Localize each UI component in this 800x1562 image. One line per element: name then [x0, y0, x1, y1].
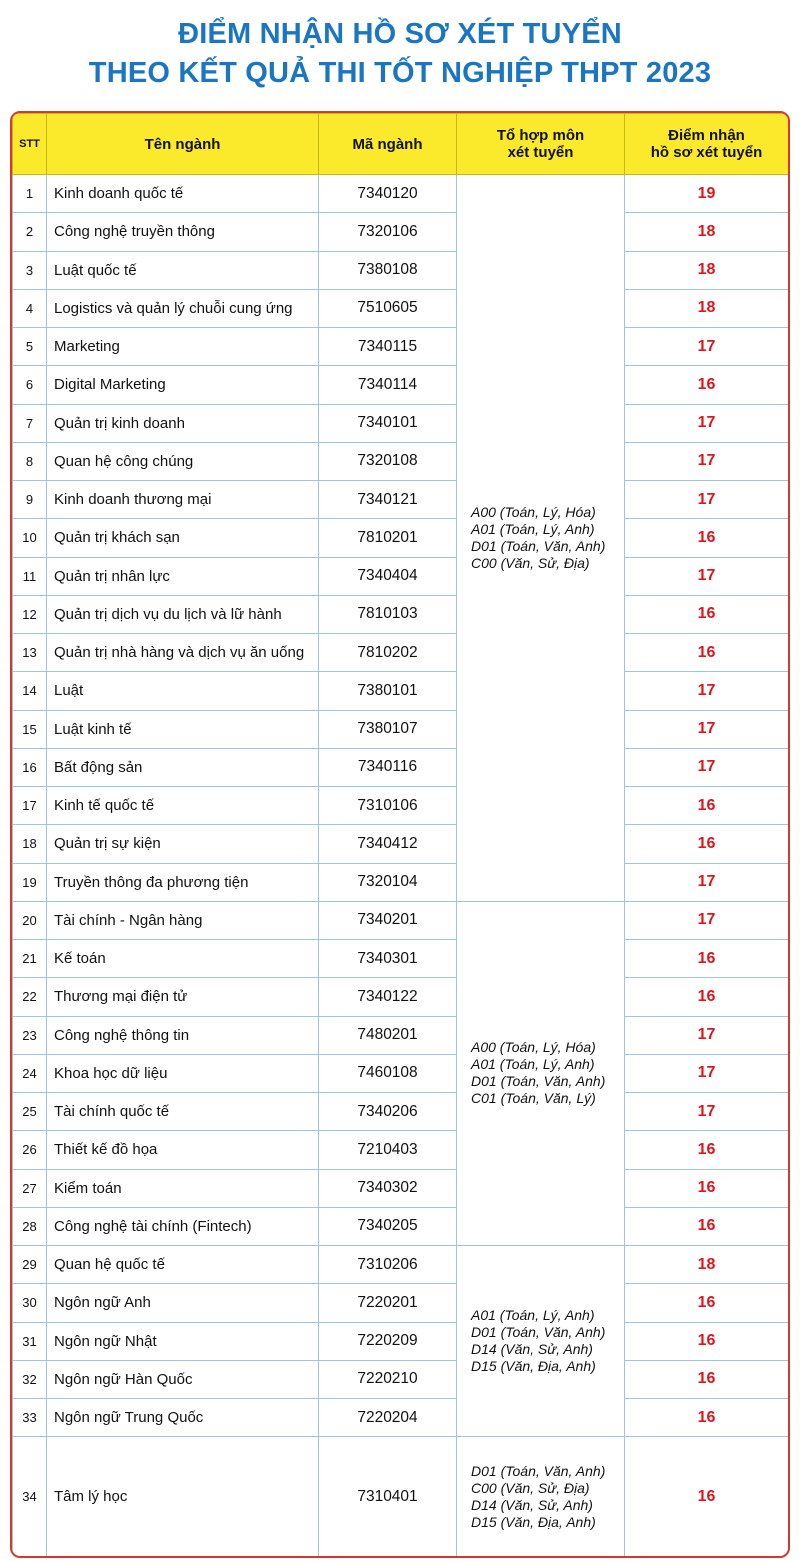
row-admission-score: 16 [625, 978, 789, 1016]
row-major-name: Công nghệ thông tin [47, 1016, 319, 1054]
row-stt: 10 [13, 519, 47, 557]
row-major-code: 7340201 [319, 901, 457, 939]
table-row [13, 442, 789, 480]
row-stt: 26 [13, 1131, 47, 1169]
table-row [13, 328, 789, 366]
row-stt: 12 [13, 595, 47, 633]
row-admission-score: 16 [625, 1131, 789, 1169]
table-body [13, 175, 789, 1557]
column-header-score-line: Điểm nhận [668, 127, 745, 144]
row-stt: 24 [13, 1054, 47, 1092]
row-major-name: Marketing [47, 328, 319, 366]
table-row [13, 1169, 789, 1207]
subject-combination: A01 (Toán, Lý, Anh) [471, 520, 595, 537]
row-major-code: 7320104 [319, 863, 457, 901]
subject-combination: D14 (Văn, Sử, Anh) [471, 1341, 593, 1358]
subject-combination: D15 (Văn, Địa, Anh) [471, 1358, 596, 1375]
table-row [13, 1207, 789, 1245]
table-row [13, 519, 789, 557]
row-stt: 30 [13, 1284, 47, 1322]
row-major-name: Thiết kế đồ họa [47, 1131, 319, 1169]
row-stt: 4 [13, 289, 47, 327]
row-stt: 1 [13, 175, 47, 213]
row-admission-score: 17 [625, 1054, 789, 1092]
subject-combination-cell [457, 175, 625, 902]
row-stt: 5 [13, 328, 47, 366]
row-admission-score: 18 [625, 251, 789, 289]
table-row [13, 901, 789, 939]
row-major-name: Ngôn ngữ Anh [47, 1284, 319, 1322]
subject-combination: D01 (Toán, Văn, Anh) [471, 537, 606, 554]
row-major-name: Công nghệ truyền thông [47, 213, 319, 251]
table-row [13, 289, 789, 327]
subject-combination: C01 (Toán, Văn, Lý) [471, 1090, 596, 1107]
row-major-code: 7340206 [319, 1093, 457, 1131]
subject-combination: A01 (Toán, Lý, Anh) [471, 1307, 595, 1324]
column-header-combo [457, 114, 625, 175]
row-major-name: Ngôn ngữ Nhật [47, 1322, 319, 1360]
row-major-name: Quản trị nhà hàng và dịch vụ ăn uống [47, 634, 319, 672]
page-title-line-2: THEO KẾT QUẢ THI TỐT NGHIỆP THPT 2023 [88, 57, 712, 89]
table-row [13, 825, 789, 863]
column-header-score-line: hồ sơ xét tuyển [650, 144, 763, 161]
row-major-code: 7220210 [319, 1360, 457, 1398]
row-stt: 15 [13, 710, 47, 748]
score-table [12, 113, 789, 1557]
table-row [13, 672, 789, 710]
table-row [13, 710, 789, 748]
row-admission-score: 16 [625, 366, 789, 404]
row-major-code: 7310401 [319, 1437, 457, 1557]
table-row [13, 1131, 789, 1169]
row-major-code: 7340101 [319, 404, 457, 442]
row-stt: 8 [13, 442, 47, 480]
row-major-name: Công nghệ tài chính (Fintech) [47, 1207, 319, 1245]
row-major-code: 7340302 [319, 1169, 457, 1207]
subject-combination: A01 (Toán, Lý, Anh) [471, 1056, 595, 1073]
row-major-code: 7310106 [319, 787, 457, 825]
row-admission-score: 17 [625, 404, 789, 442]
row-admission-score: 16 [625, 1169, 789, 1207]
row-major-name: Luật kinh tế [47, 710, 319, 748]
row-major-code: 7380107 [319, 710, 457, 748]
row-admission-score: 17 [625, 481, 789, 519]
page-title-line-1: ĐIỂM NHẬN HỒ SƠ XÉT TUYỂN [178, 18, 622, 50]
row-major-code: 7340115 [319, 328, 457, 366]
column-header-combo-line: xét tuyển [507, 144, 574, 161]
row-admission-score: 16 [625, 519, 789, 557]
row-major-name: Bất động sản [47, 748, 319, 786]
table-row [13, 595, 789, 633]
score-table-frame [10, 111, 790, 1558]
row-admission-score: 16 [625, 595, 789, 633]
row-admission-score: 17 [625, 557, 789, 595]
table-header-row [13, 114, 789, 175]
subject-combination-cell [457, 1437, 625, 1557]
row-major-code: 7340121 [319, 481, 457, 519]
subject-combination: A00 (Toán, Lý, Hóa) [471, 503, 596, 520]
table-row [13, 1016, 789, 1054]
table-row [13, 940, 789, 978]
subject-combination: D15 (Văn, Địa, Anh) [471, 1513, 596, 1530]
row-major-name: Tâm lý học [47, 1437, 319, 1557]
row-major-name: Khoa học dữ liệu [47, 1054, 319, 1092]
row-major-name: Quản trị kinh doanh [47, 404, 319, 442]
row-admission-score: 16 [625, 940, 789, 978]
column-header-stt: STT [13, 114, 47, 175]
row-major-name: Quan hệ quốc tế [47, 1246, 319, 1284]
row-major-name: Luật quốc tế [47, 251, 319, 289]
row-admission-score: 18 [625, 1246, 789, 1284]
table-row [13, 1246, 789, 1284]
row-major-code: 7460108 [319, 1054, 457, 1092]
row-stt: 22 [13, 978, 47, 1016]
row-major-name: Truyền thông đa phương tiện [47, 863, 319, 901]
row-admission-score: 17 [625, 328, 789, 366]
row-major-code: 7220204 [319, 1399, 457, 1437]
row-major-code: 7340404 [319, 557, 457, 595]
column-header-score [625, 114, 789, 175]
table-row [13, 1437, 789, 1557]
row-admission-score: 16 [625, 1437, 789, 1557]
row-major-code: 7810201 [319, 519, 457, 557]
row-admission-score: 16 [625, 1322, 789, 1360]
table-row [13, 251, 789, 289]
row-major-code: 7810202 [319, 634, 457, 672]
row-admission-score: 16 [625, 1399, 789, 1437]
row-major-name: Digital Marketing [47, 366, 319, 404]
row-stt: 16 [13, 748, 47, 786]
table-row [13, 366, 789, 404]
row-major-code: 7340412 [319, 825, 457, 863]
row-major-name: Luật [47, 672, 319, 710]
row-major-code: 7310206 [319, 1246, 457, 1284]
row-stt: 14 [13, 672, 47, 710]
row-major-code: 7220209 [319, 1322, 457, 1360]
row-stt: 33 [13, 1399, 47, 1437]
subject-combination: C00 (Văn, Sử, Địa) [471, 554, 590, 571]
row-stt: 28 [13, 1207, 47, 1245]
column-header-code: Mã ngành [319, 114, 457, 175]
row-admission-score: 19 [625, 175, 789, 213]
row-major-name: Quan hệ công chúng [47, 442, 319, 480]
row-stt: 17 [13, 787, 47, 825]
table-row [13, 634, 789, 672]
table-row [13, 863, 789, 901]
table-row [13, 1093, 789, 1131]
row-major-code: 7340116 [319, 748, 457, 786]
row-admission-score: 17 [625, 442, 789, 480]
row-major-name: Quản trị nhân lực [47, 557, 319, 595]
row-major-code: 7380108 [319, 251, 457, 289]
column-header-combo-line: Tổ hợp môn [496, 127, 585, 144]
table-row [13, 1360, 789, 1398]
row-admission-score: 16 [625, 825, 789, 863]
row-admission-score: 17 [625, 863, 789, 901]
row-major-code: 7320108 [319, 442, 457, 480]
row-stt: 9 [13, 481, 47, 519]
row-admission-score: 17 [625, 710, 789, 748]
row-admission-score: 16 [625, 634, 789, 672]
row-stt: 3 [13, 251, 47, 289]
subject-combination-cell [457, 1246, 625, 1437]
subject-combination: D01 (Toán, Văn, Anh) [471, 1462, 606, 1479]
row-major-name: Quản trị khách sạn [47, 519, 319, 557]
row-major-name: Logistics và quản lý chuỗi cung ứng [47, 289, 319, 327]
row-major-name: Tài chính quốc tế [47, 1093, 319, 1131]
subject-combination: D01 (Toán, Văn, Anh) [471, 1073, 606, 1090]
row-admission-score: 16 [625, 1284, 789, 1322]
row-stt: 23 [13, 1016, 47, 1054]
table-row [13, 1054, 789, 1092]
row-admission-score: 16 [625, 1207, 789, 1245]
row-stt: 27 [13, 1169, 47, 1207]
row-major-name: Tài chính - Ngân hàng [47, 901, 319, 939]
row-stt: 18 [13, 825, 47, 863]
row-major-name: Kinh doanh quốc tế [47, 175, 319, 213]
row-major-code: 7210403 [319, 1131, 457, 1169]
row-admission-score: 18 [625, 289, 789, 327]
subject-combination-cell [457, 901, 625, 1245]
row-major-name: Quản trị sự kiện [47, 825, 319, 863]
row-major-code: 7480201 [319, 1016, 457, 1054]
table-row [13, 404, 789, 442]
row-major-name: Kế toán [47, 940, 319, 978]
row-major-code: 7340114 [319, 366, 457, 404]
row-stt: 19 [13, 863, 47, 901]
row-major-name: Ngôn ngữ Trung Quốc [47, 1399, 319, 1437]
table-row [13, 1284, 789, 1322]
row-major-name: Thương mại điện tử [47, 978, 319, 1016]
row-stt: 13 [13, 634, 47, 672]
row-stt: 32 [13, 1360, 47, 1398]
table-row [13, 1322, 789, 1360]
row-stt: 25 [13, 1093, 47, 1131]
table-row [13, 978, 789, 1016]
row-stt: 29 [13, 1246, 47, 1284]
row-major-code: 7340120 [319, 175, 457, 213]
row-major-code: 7810103 [319, 595, 457, 633]
column-header-name: Tên ngành [47, 114, 319, 175]
subject-combination: A00 (Toán, Lý, Hóa) [471, 1039, 596, 1056]
row-major-code: 7320106 [319, 213, 457, 251]
row-major-code: 7220201 [319, 1284, 457, 1322]
subject-combination: D01 (Toán, Văn, Anh) [471, 1324, 606, 1341]
table-row [13, 213, 789, 251]
row-major-name: Kinh tế quốc tế [47, 787, 319, 825]
row-major-name: Kiểm toán [47, 1169, 319, 1207]
row-admission-score: 18 [625, 213, 789, 251]
row-admission-score: 17 [625, 672, 789, 710]
row-major-name: Quản trị dịch vụ du lịch và lữ hành [47, 595, 319, 633]
row-major-code: 7380101 [319, 672, 457, 710]
row-stt: 20 [13, 901, 47, 939]
row-admission-score: 17 [625, 1093, 789, 1131]
row-stt: 2 [13, 213, 47, 251]
row-stt: 21 [13, 940, 47, 978]
table-row [13, 175, 789, 213]
row-admission-score: 17 [625, 1016, 789, 1054]
row-admission-score: 17 [625, 748, 789, 786]
row-major-code: 7510605 [319, 289, 457, 327]
row-major-name: Ngôn ngữ Hàn Quốc [47, 1360, 319, 1398]
row-major-name: Kinh doanh thương mại [47, 481, 319, 519]
row-stt: 6 [13, 366, 47, 404]
subject-combination: D14 (Văn, Sử, Anh) [471, 1496, 593, 1513]
row-stt: 7 [13, 404, 47, 442]
row-admission-score: 16 [625, 787, 789, 825]
row-admission-score: 17 [625, 901, 789, 939]
row-major-code: 7340122 [319, 978, 457, 1016]
row-major-code: 7340205 [319, 1207, 457, 1245]
table-row [13, 787, 789, 825]
table-row [13, 748, 789, 786]
row-stt: 11 [13, 557, 47, 595]
table-row [13, 557, 789, 595]
row-stt: 34 [13, 1437, 47, 1557]
row-major-code: 7340301 [319, 940, 457, 978]
table-row [13, 481, 789, 519]
subject-combination: C00 (Văn, Sử, Địa) [471, 1479, 590, 1496]
row-admission-score: 16 [625, 1360, 789, 1398]
table-row [13, 1399, 789, 1437]
row-stt: 31 [13, 1322, 47, 1360]
